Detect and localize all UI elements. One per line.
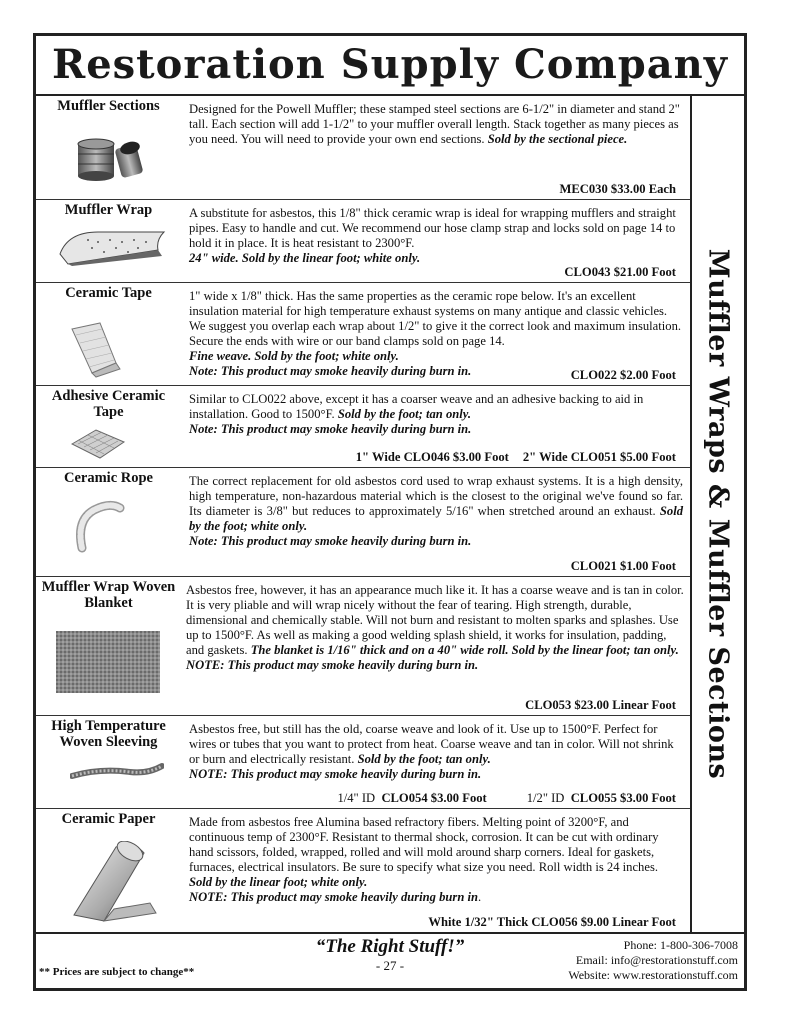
sidebar-title: Muffler Wraps & Muffler Sections	[702, 248, 734, 780]
product-price: 1" Wide CLO046 $3.00 Foot 2" Wide CLO051 $5.00 Foot	[355, 450, 676, 464]
product-description: The correct replacement for old asbestos cord used to wrap exhaust systems. It is a high density, high temperature, non-hazardous material which is the closest to the original we've found so far. Its diameter is 3/8" but reduces to approximately 5/16" when stretched around an exhaust. Sold by the foot; white only. Note: This product may smoke heavily during burn in.	[189, 474, 683, 548]
product-price: CLO043 $21.00 Foot	[564, 265, 676, 279]
company-title: Restoration Supply Company	[51, 41, 729, 88]
phone: Phone: 1-800-306-7008	[623, 938, 738, 952]
product-price: MEC030 $33.00 Each	[559, 182, 676, 196]
product-row-woven-blanket	[36, 577, 690, 716]
page-frame	[33, 33, 747, 991]
muffler-sections-image	[74, 136, 146, 182]
slogan: “The Right Stuff!”	[315, 936, 465, 957]
header	[36, 36, 744, 96]
product-name: High Temperature Woven Sleeving	[51, 718, 166, 750]
product-name: Ceramic Tape	[65, 285, 152, 301]
woven-blanket-image	[56, 631, 160, 693]
product-description: 1" wide x 1/8" thick. Has the same properties as the ceramic rope below. It's an excellent insulation material for high temperature exhaust systems on many antique and classic vehicles. We suggest you overlap each wrap about 1/2" to give it the correct look and maximum insulation. Secure the ends with wire or our band clamps sold on page 14. Fine weave. Sold by the foot; white only. Note: This product may smoke heavily during burn in.	[189, 289, 682, 378]
product-price: CLO021 $1.00 Foot	[570, 559, 676, 573]
product-description: Designed for the Powell Muffler; these stamped steel sections are 6-1/2" in diameter and stand 2" tall. Each section will add 1-1/2" to your muffler overall length. Stack together as many pieces as you need. You will need to provide your own end sections. Sold by the sectional piece.	[189, 102, 680, 146]
sidebar	[690, 96, 744, 932]
product-row-woven-sleeving	[36, 716, 690, 809]
product-price: CLO022 $2.00 Foot	[570, 368, 676, 382]
contact-info	[568, 938, 738, 983]
product-list	[36, 96, 690, 932]
product-price: 1/4" ID CLO054 $3.00 Foot 1/2" ID CLO055 $3.00 Foot	[337, 791, 676, 805]
website: Website: www.restorationstuff.com	[568, 968, 738, 982]
product-price: White 1/32" Thick CLO056 $9.00 Linear Foot	[428, 915, 676, 929]
footer	[36, 932, 744, 988]
ceramic-tape-image	[66, 321, 126, 379]
product-name: Muffler Wrap	[64, 202, 153, 218]
product-row-ceramic-rope	[36, 468, 690, 577]
product-name: Ceramic Rope	[64, 470, 153, 486]
product-row-muffler-wrap	[36, 200, 690, 283]
muffler-wrap-image	[58, 228, 168, 266]
product-name: Adhesive Ceramic Tape	[51, 388, 166, 420]
product-row-ceramic-paper	[36, 809, 690, 932]
product-description: Asbestos free, however, it has an appearance much like it. It has a coarse weave and is tan in color. It is very pliable and will wrap nicely without the fear of tearing. High strength, durable, dimensional and chemically stable. Will not burn and resistant to molten sparks and splashes. Use up to 1500°F. As well as making a good welding splash shield, it works for insulation, padding, and gaskets. The blanket is 1/16" thick and on a 40" wide roll. Sold by the linear foot; tan only. NOTE: This product may smoke heavily during burn in.	[186, 583, 684, 672]
product-row-muffler-sections	[36, 96, 690, 200]
product-name: Muffler Wrap Woven Blanket	[41, 579, 176, 611]
price-disclaimer: ** Prices are subject to change**	[39, 966, 195, 978]
product-description: Asbestos free, but still has the old, coarse weave and look of it. Use up to 1500°F. Perfect for wires or tubes that you want to protect from heat. Coarse weave and tan in color. Will not shrink or burn and electrically resistant. Sold by the foot; tan only. NOTE: This product may smoke heavily during burn in.	[189, 722, 674, 781]
product-description: Similar to CLO022 above, except it has a coarser weave and an adhesive backing to aid in installation. Good to 1500°F. Sold by the foot; tan only. Note: This product may smoke heavily during burn in.	[189, 392, 644, 436]
email: Email: info@restorationstuff.com	[575, 953, 738, 967]
product-row-ceramic-tape	[36, 283, 690, 386]
product-row-adhesive-ceramic-tape	[36, 386, 690, 468]
adhesive-ceramic-tape-image	[68, 426, 128, 462]
product-price: CLO053 $23.00 Linear Foot	[525, 698, 676, 712]
ceramic-paper-image	[64, 841, 160, 925]
ceramic-rope-image	[72, 500, 132, 556]
product-description: Made from asbestos free Alumina based refractory fibers. Melting point of 3200°F, and continuous temp of 2300°F. Resistant to thermal shock, corrosion. It can be cut with ordinary hand scissors, folded, wrapped, rolled and will mold around sharp corners. Ideal for gaskets, furnaces, electrical insulators. Be sure to specify what size you need. Roll width is 24 inches. Sold by the linear foot; white only. NOTE: This product may smoke heavily during burn in.	[189, 815, 659, 904]
woven-sleeving-image	[70, 760, 164, 784]
product-name: Muffler Sections	[57, 98, 160, 114]
page-number: - 27 -	[375, 958, 405, 973]
product-description: A substitute for asbestos, this 1/8" thick ceramic wrap is ideal for wrapping mufflers and straight pipes. Easy to handle and cut. We recommend our hose clamp strap and locks sold on page 14 to hold it in place. It is heat resistant to 2300°F. 24" wide. Sold by the linear foot; white only.	[189, 206, 676, 265]
product-name: Ceramic Paper	[61, 811, 156, 827]
